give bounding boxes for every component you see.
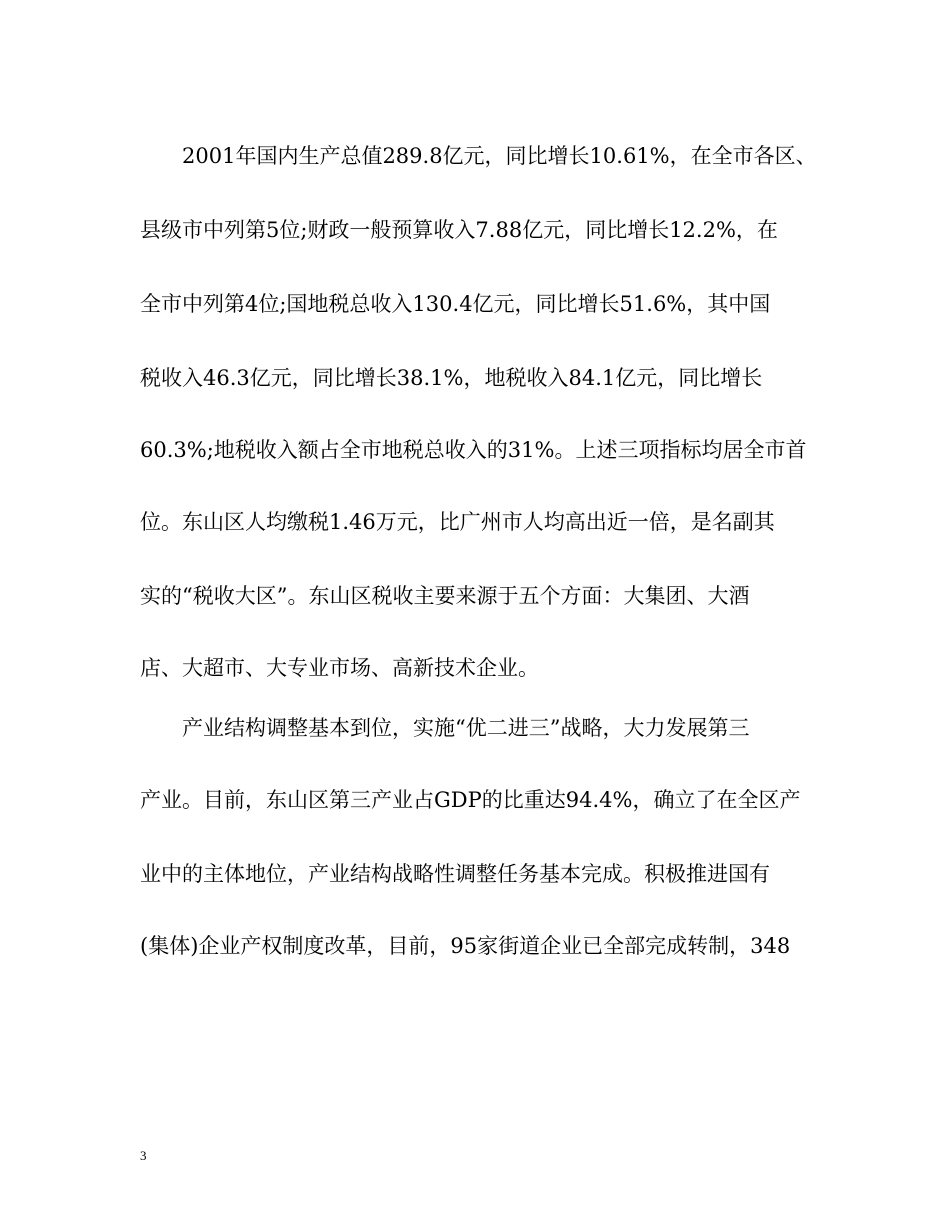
paragraph-2-line-1: 产业结构调整基本到位，实施“优二进三”战略，大力发展第三 <box>182 716 750 740</box>
paragraph-2-line-2: 产业。目前，东山区第三产业占GDP的比重达94.4%，确立了在全区产 <box>140 788 801 812</box>
paragraph-2-line-4: (集体)企业产权制度改革，目前，95家街道企业已全部完成转制，348 <box>140 934 791 958</box>
paragraph-1-line-8: 店、大超市、大专业市场、高新技术企业。 <box>140 656 539 680</box>
paragraph-1-line-3: 全市中列第4位;国地税总收入130.4亿元，同比增长51.6%，其中国 <box>140 292 771 316</box>
paragraph-1-line-4: 税收入46.3亿元，同比增长38.1%，地税收入84.1亿元，同比增长 <box>140 366 763 390</box>
paragraph-1-line-5: 60.3%;地税收入额占全市地税总收入的31%。上述三项指标均居全市首 <box>140 438 807 462</box>
page-number: 3 <box>140 1148 147 1163</box>
paragraph-1-line-2: 县级市中列第5位;财政一般预算收入7.88亿元，同比增长12.2%，在 <box>140 218 778 242</box>
paragraph-2-line-3: 业中的主体地位，产业结构战略性调整任务基本完成。积极推进国有 <box>140 862 770 886</box>
paragraph-1-line-1: 2001年国内生产总值289.8亿元，同比增长10.61%，在全市各区、 <box>182 144 817 168</box>
paragraph-1-line-7: 实的“税收大区”。东山区税收主要来源于五个方面：大集团、大酒 <box>140 584 750 608</box>
paragraph-1-line-6: 位。东山区人均缴税1.46万元，比广州市人均高出近一倍，是名副其 <box>140 510 775 534</box>
